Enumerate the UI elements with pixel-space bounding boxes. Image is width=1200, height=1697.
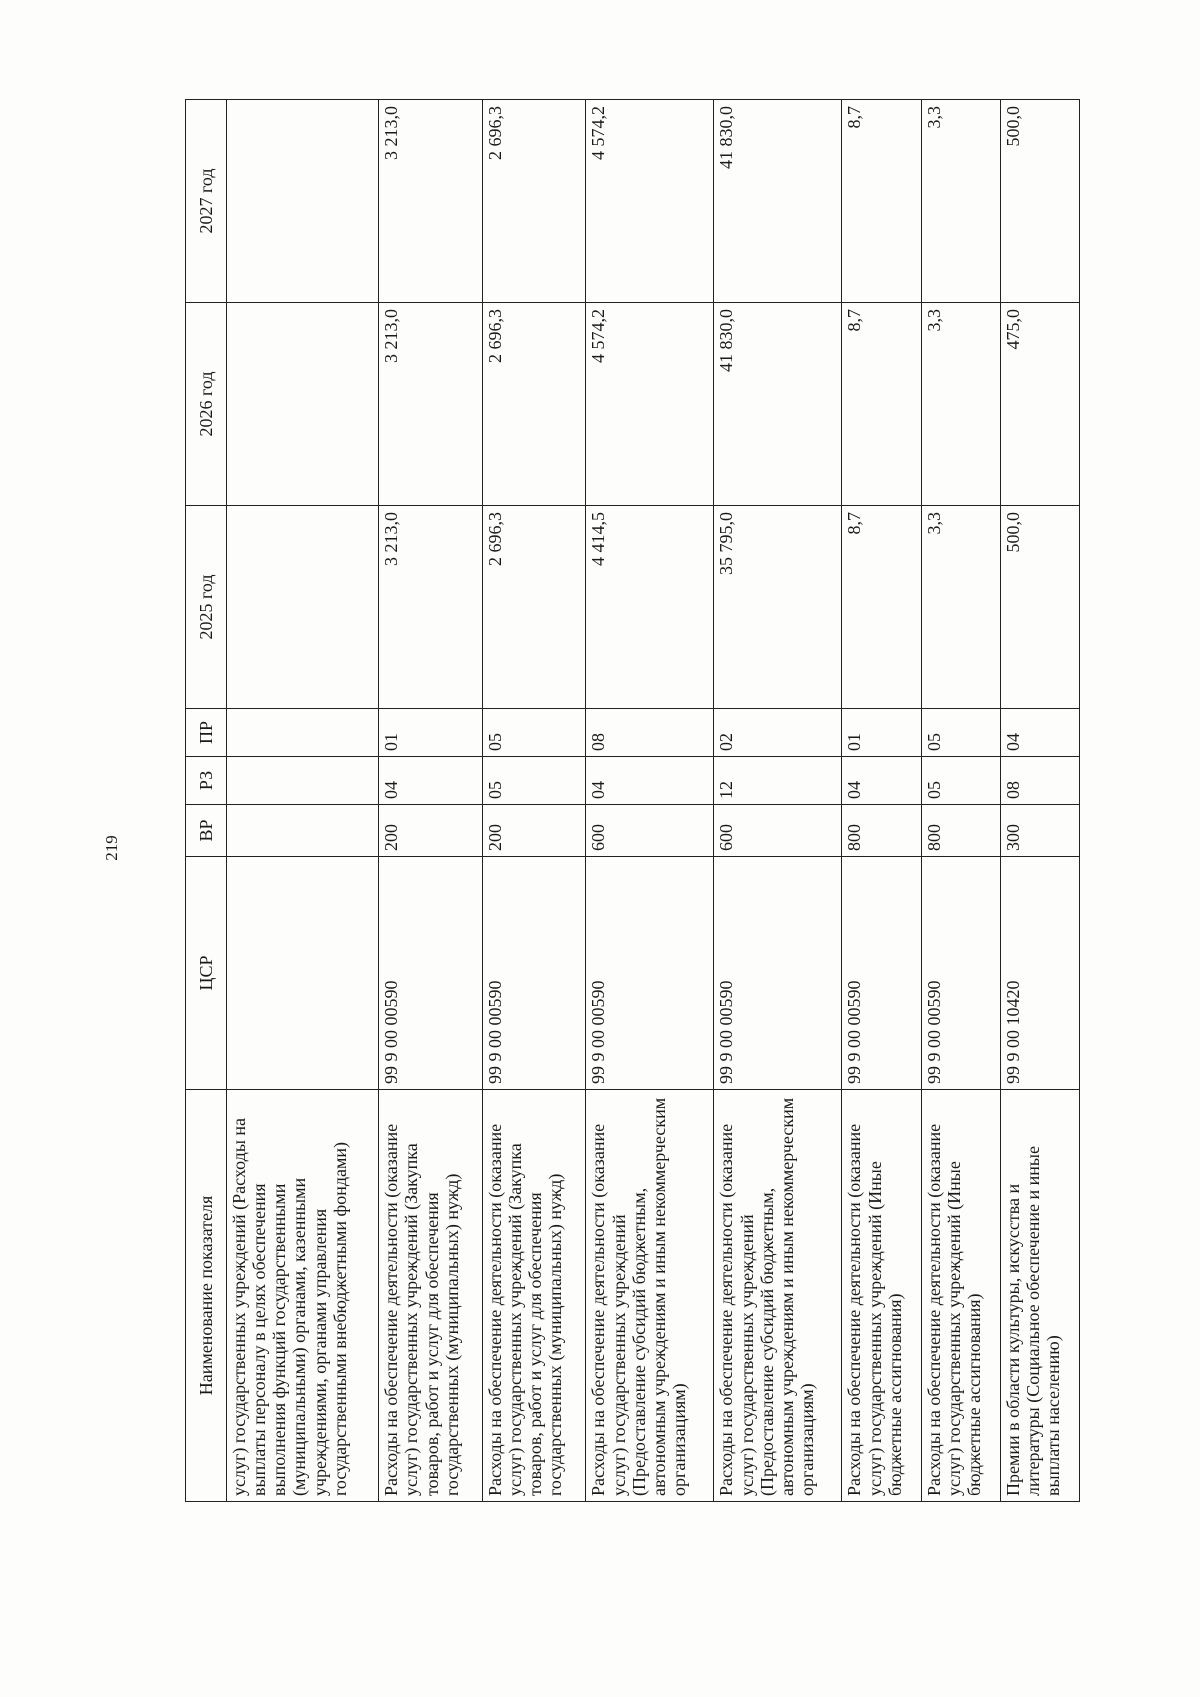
- cell-rz: [227, 757, 379, 805]
- table-row: [714, 100, 842, 1502]
- cell-vr: 600: [586, 805, 714, 857]
- cell-pr: 05: [921, 709, 1000, 757]
- cell-2025: 35 795,0: [714, 506, 842, 709]
- cell-2026: 3 213,0: [379, 303, 483, 506]
- header-csr: ЦСР: [186, 857, 227, 1090]
- cell-name: услуг) государственных учреждений (Расходы на выплаты персоналу в целях обеспечения выполнения функций государственными (муниципальными) органами, казенными учреждениями, органами управления государственными внебюджетными фондами): [227, 1090, 379, 1502]
- table-row: [921, 100, 1000, 1502]
- cell-2025: 500,0: [1000, 506, 1079, 709]
- cell-2025: [227, 506, 379, 709]
- cell-2026: 41 830,0: [714, 303, 842, 506]
- header-2025: 2025 год: [186, 506, 227, 709]
- cell-vr: 200: [379, 805, 483, 857]
- cell-2027: 41 830,0: [714, 100, 842, 303]
- cell-pr: 08: [586, 709, 714, 757]
- cell-2026: 8,7: [842, 303, 921, 506]
- cell-pr: 04: [1000, 709, 1079, 757]
- cell-vr: 800: [921, 805, 1000, 857]
- cell-2027: 500,0: [1000, 100, 1079, 303]
- cell-2027: 2 696,3: [482, 100, 586, 303]
- cell-name: Расходы на обеспечение деятельности (оказание услуг) государственных учреждений (Предоставление субсидий бюджетным, автономным учреждениям и иным некоммерческим организациям): [586, 1090, 714, 1502]
- header-2026: 2026 год: [186, 303, 227, 506]
- cell-csr: 99 9 00 00590: [586, 857, 714, 1090]
- cell-vr: 800: [842, 805, 921, 857]
- cell-rz: 05: [921, 757, 1000, 805]
- cell-pr: 02: [714, 709, 842, 757]
- cell-vr: [227, 805, 379, 857]
- cell-name: Расходы на обеспечение деятельности (оказание услуг) государственных учреждений (Закупка товаров, работ и услуг для обеспечения государственных (муниципальных) нужд): [482, 1090, 586, 1502]
- cell-rz: 04: [586, 757, 714, 805]
- table-row: [379, 100, 483, 1502]
- budget-table-container: [185, 100, 1080, 1502]
- cell-pr: 01: [379, 709, 483, 757]
- cell-rz: 05: [482, 757, 586, 805]
- header-rz: РЗ: [186, 757, 227, 805]
- cell-csr: 99 9 00 00590: [842, 857, 921, 1090]
- cell-name: Расходы на обеспечение деятельности (оказание услуг) государственных учреждений (Предоставление субсидий бюджетным, автономным учреждениям и иным некоммерческим организациям): [714, 1090, 842, 1502]
- cell-rz: 04: [379, 757, 483, 805]
- cell-2025: 3 213,0: [379, 506, 483, 709]
- cell-2026: 3,3: [921, 303, 1000, 506]
- header-name: Наименование показателя: [186, 1090, 227, 1502]
- cell-2027: 3,3: [921, 100, 1000, 303]
- cell-rz: 12: [714, 757, 842, 805]
- cell-2027: 3 213,0: [379, 100, 483, 303]
- cell-name: Расходы на обеспечение деятельности (оказание услуг) государственных учреждений (Иные бюджетные ассигнования): [921, 1090, 1000, 1502]
- table-row: [842, 100, 921, 1502]
- cell-2026: 4 574,2: [586, 303, 714, 506]
- cell-rz: 08: [1000, 757, 1079, 805]
- cell-vr: 600: [714, 805, 842, 857]
- cell-2027: 4 574,2: [586, 100, 714, 303]
- cell-csr: 99 9 00 10420: [1000, 857, 1079, 1090]
- cell-csr: 99 9 00 00590: [714, 857, 842, 1090]
- cell-2026: 475,0: [1000, 303, 1079, 506]
- cell-2027: 8,7: [842, 100, 921, 303]
- cell-2026: [227, 303, 379, 506]
- table-header-row: [186, 100, 227, 1502]
- table-row: [227, 100, 379, 1502]
- header-pr: ПР: [186, 709, 227, 757]
- cell-vr: 200: [482, 805, 586, 857]
- cell-pr: 05: [482, 709, 586, 757]
- cell-name: Премии в области культуры, искусства и литературы (Социальное обеспечение и иные выплаты населению): [1000, 1090, 1079, 1502]
- cell-2025: 4 414,5: [586, 506, 714, 709]
- header-vr: ВР: [186, 805, 227, 857]
- budget-table: [185, 99, 1080, 1502]
- cell-csr: 99 9 00 00590: [482, 857, 586, 1090]
- cell-rz: 04: [842, 757, 921, 805]
- cell-pr: [227, 709, 379, 757]
- cell-pr: 01: [842, 709, 921, 757]
- cell-2027: [227, 100, 379, 303]
- header-2027: 2027 год: [186, 100, 227, 303]
- cell-csr: 99 9 00 00590: [379, 857, 483, 1090]
- cell-2025: 8,7: [842, 506, 921, 709]
- cell-2026: 2 696,3: [482, 303, 586, 506]
- table-row: [482, 100, 586, 1502]
- cell-csr: 99 9 00 00590: [921, 857, 1000, 1090]
- table-row: [586, 100, 714, 1502]
- cell-2025: 2 696,3: [482, 506, 586, 709]
- cell-vr: 300: [1000, 805, 1079, 857]
- cell-name: Расходы на обеспечение деятельности (оказание услуг) государственных учреждений (Закупка товаров, работ и услуг для обеспечения государственных (муниципальных) нужд): [379, 1090, 483, 1502]
- cell-csr: [227, 857, 379, 1090]
- page-number: 219: [102, 835, 121, 861]
- table-row: [1000, 100, 1079, 1502]
- cell-2025: 3,3: [921, 506, 1000, 709]
- cell-name: Расходы на обеспечение деятельности (оказание услуг) государственных учреждений (Иные бюджетные ассигнования): [842, 1090, 921, 1502]
